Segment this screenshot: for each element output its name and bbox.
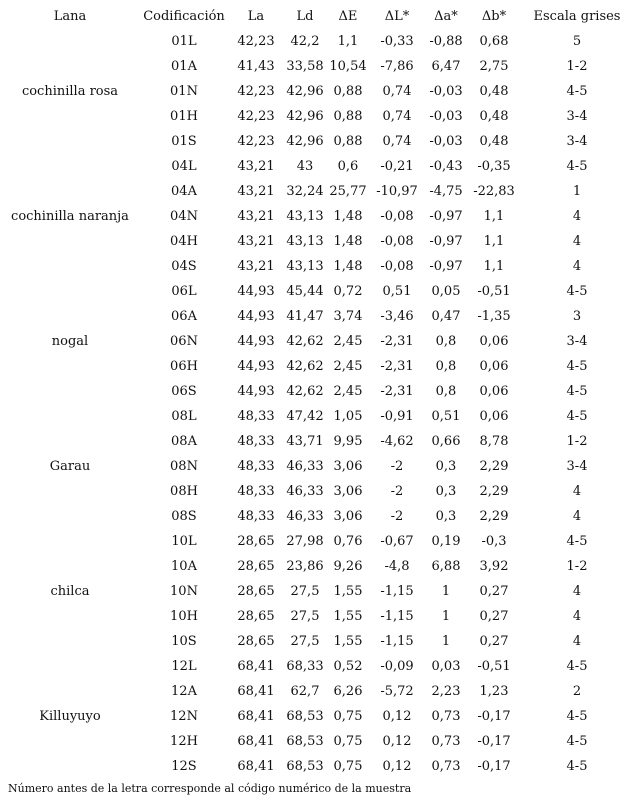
delta-a-cell: 1 [441, 634, 451, 649]
delta-b-cell: -1,35 [477, 309, 511, 324]
delta-l-cell: 0,74 [382, 84, 412, 99]
delta-b-cell: 2,29 [479, 459, 509, 474]
header-codificacion: Codificación [143, 9, 225, 24]
la-cell: 68,41 [237, 684, 275, 699]
delta-e-cell: 0,6 [337, 159, 359, 174]
code-cell: 12H [170, 734, 198, 749]
escala-grises-cell: 5 [572, 34, 582, 49]
delta-l-cell: -2,31 [380, 384, 414, 399]
delta-b-cell: -0,17 [477, 709, 511, 724]
delta-e-cell: 6,26 [333, 684, 363, 699]
delta-a-cell: 1 [441, 584, 451, 599]
la-cell: 44,93 [237, 359, 275, 374]
escala-grises-cell: 1-2 [566, 559, 588, 574]
delta-a-cell: -0,03 [429, 109, 463, 124]
escala-grises-cell: 4-5 [566, 159, 588, 174]
delta-l-cell: -0,67 [380, 534, 414, 549]
delta-e-cell: 0,88 [333, 109, 363, 124]
ld-cell: 42,96 [286, 84, 324, 99]
escala-grises-cell: 4-5 [566, 359, 588, 374]
la-cell: 48,33 [237, 484, 275, 499]
delta-l-cell: -4,62 [380, 434, 414, 449]
escala-grises-cell: 4-5 [566, 759, 588, 774]
delta-a-cell: 0,73 [431, 709, 461, 724]
delta-a-cell: 0,03 [431, 659, 461, 674]
delta-b-cell: 0,06 [479, 334, 509, 349]
ld-cell: 42,2 [290, 34, 320, 49]
delta-e-cell: 0,75 [333, 759, 363, 774]
lana-cell: cochinilla naranja [11, 209, 129, 224]
escala-grises-cell: 4-5 [566, 534, 588, 549]
la-cell: 43,21 [237, 209, 275, 224]
delta-l-cell: -0,08 [380, 259, 414, 274]
ld-cell: 68,53 [286, 759, 324, 774]
lana-cell: cochinilla rosa [21, 84, 119, 99]
delta-a-cell: 2,23 [431, 684, 461, 699]
ld-cell: 27,5 [290, 609, 320, 624]
escala-grises-cell: 4-5 [566, 409, 588, 424]
ld-cell: 68,53 [286, 709, 324, 724]
delta-b-cell: 0,48 [479, 84, 509, 99]
delta-b-cell: -0,35 [477, 159, 511, 174]
delta-l-cell: 0,12 [382, 734, 412, 749]
delta-a-cell: 0,3 [435, 509, 457, 524]
delta-a-cell: 0,51 [431, 409, 461, 424]
code-cell: 08H [170, 484, 198, 499]
delta-a-cell: 0,3 [435, 484, 457, 499]
la-cell: 48,33 [237, 459, 275, 474]
delta-a-cell: -0,97 [429, 259, 463, 274]
delta-a-cell: 0,47 [431, 309, 461, 324]
code-cell: 04S [171, 259, 197, 274]
table-row [0, 29, 634, 54]
ld-cell: 42,96 [286, 134, 324, 149]
delta-b-cell: 0,27 [479, 634, 509, 649]
delta-l-cell: 0,12 [382, 759, 412, 774]
delta-e-cell: 0,72 [333, 284, 363, 299]
code-cell: 04A [171, 184, 197, 199]
delta-b-cell: 0,06 [479, 384, 509, 399]
delta-l-cell: -4,8 [384, 559, 410, 574]
la-cell: 42,23 [237, 134, 275, 149]
la-cell: 28,65 [237, 534, 275, 549]
delta-l-cell: -0,08 [380, 234, 414, 249]
delta-b-cell: -0,17 [477, 759, 511, 774]
delta-b-cell: 1,1 [483, 209, 505, 224]
delta-e-cell: 0,76 [333, 534, 363, 549]
ld-cell: 46,33 [286, 484, 324, 499]
delta-a-cell: 0,19 [431, 534, 461, 549]
lana-cell: Garau [49, 459, 91, 474]
delta-a-cell: 0,73 [431, 734, 461, 749]
header-delta-l: ΔL* [384, 9, 410, 24]
delta-e-cell: 2,45 [333, 384, 363, 399]
delta-l-cell: -5,72 [380, 684, 414, 699]
delta-e-cell: 1,05 [333, 409, 363, 424]
delta-e-cell: 1,55 [333, 634, 363, 649]
delta-b-cell: 0,06 [479, 409, 509, 424]
header-delta-a: Δa* [434, 9, 458, 24]
ld-cell: 43,13 [286, 209, 324, 224]
table-row [0, 154, 634, 179]
delta-e-cell: 1,1 [337, 34, 359, 49]
delta-b-cell: 0,68 [479, 34, 509, 49]
lana-cell: chilca [50, 584, 90, 599]
escala-grises-cell: 4-5 [566, 84, 588, 99]
delta-l-cell: -0,09 [380, 659, 414, 674]
header-la: La [247, 9, 265, 24]
table-row [0, 529, 634, 554]
delta-e-cell: 1,55 [333, 584, 363, 599]
escala-grises-cell: 4 [572, 259, 582, 274]
escala-grises-cell: 3-4 [566, 109, 588, 124]
delta-l-cell: -0,08 [380, 209, 414, 224]
delta-e-cell: 3,06 [333, 484, 363, 499]
delta-b-cell: 3,92 [479, 559, 509, 574]
code-cell: 12S [171, 759, 197, 774]
delta-a-cell: -0,97 [429, 234, 463, 249]
delta-b-cell: -22,83 [473, 184, 515, 199]
delta-a-cell: 0,8 [435, 334, 457, 349]
ld-cell: 62,7 [290, 684, 320, 699]
delta-b-cell: 2,29 [479, 509, 509, 524]
la-cell: 41,43 [237, 59, 275, 74]
delta-l-cell: 0,12 [382, 709, 412, 724]
code-cell: 06S [171, 384, 197, 399]
la-cell: 44,93 [237, 284, 275, 299]
header-delta-e: ΔE [338, 9, 358, 24]
delta-e-cell: 3,06 [333, 459, 363, 474]
escala-grises-cell: 4 [572, 509, 582, 524]
delta-b-cell: 0,48 [479, 134, 509, 149]
la-cell: 68,41 [237, 734, 275, 749]
delta-b-cell: 8,78 [479, 434, 509, 449]
delta-e-cell: 1,48 [333, 259, 363, 274]
delta-e-cell: 0,75 [333, 734, 363, 749]
delta-b-cell: 1,1 [483, 234, 505, 249]
delta-b-cell: 1,23 [479, 684, 509, 699]
delta-e-cell: 1,55 [333, 609, 363, 624]
delta-a-cell: 0,66 [431, 434, 461, 449]
la-cell: 48,33 [237, 409, 275, 424]
ld-cell: 23,86 [286, 559, 324, 574]
table-row [0, 654, 634, 679]
la-cell: 42,23 [237, 109, 275, 124]
code-cell: 08N [170, 459, 198, 474]
escala-grises-cell: 3-4 [566, 334, 588, 349]
delta-l-cell: -2,31 [380, 359, 414, 374]
escala-grises-cell: 4 [572, 634, 582, 649]
code-cell: 08L [171, 409, 197, 424]
la-cell: 28,65 [237, 584, 275, 599]
la-cell: 68,41 [237, 759, 275, 774]
la-cell: 44,93 [237, 384, 275, 399]
code-cell: 01L [171, 34, 197, 49]
delta-a-cell: -0,88 [429, 34, 463, 49]
code-cell: 08A [171, 434, 197, 449]
code-cell: 06H [170, 359, 198, 374]
code-cell: 04H [170, 234, 198, 249]
code-cell: 10A [171, 559, 197, 574]
delta-e-cell: 2,45 [333, 334, 363, 349]
code-cell: 12N [170, 709, 198, 724]
ld-cell: 27,5 [290, 584, 320, 599]
lana-cell: nogal [51, 334, 89, 349]
delta-e-cell: 1,48 [333, 234, 363, 249]
code-cell: 12L [171, 659, 197, 674]
la-cell: 48,33 [237, 434, 275, 449]
lana-cell: Killuyuyo [39, 709, 101, 724]
table-body [0, 29, 634, 779]
delta-e-cell: 9,26 [333, 559, 363, 574]
delta-l-cell: 0,74 [382, 109, 412, 124]
ld-cell: 68,53 [286, 734, 324, 749]
delta-a-cell: -0,03 [429, 84, 463, 99]
delta-l-cell: -2 [390, 459, 404, 474]
escala-grises-cell: 4-5 [566, 709, 588, 724]
delta-b-cell: -0,17 [477, 734, 511, 749]
header-delta-b: Δb* [481, 9, 507, 24]
delta-l-cell: 0,74 [382, 134, 412, 149]
header-ld: Ld [296, 9, 314, 24]
delta-e-cell: 0,88 [333, 134, 363, 149]
la-cell: 44,93 [237, 309, 275, 324]
header-escala-grises: Escala grises [533, 9, 621, 24]
code-cell: 10L [171, 534, 197, 549]
la-cell: 68,41 [237, 709, 275, 724]
escala-grises-cell: 4-5 [566, 384, 588, 399]
code-cell: 12A [171, 684, 197, 699]
delta-b-cell: 0,27 [479, 609, 509, 624]
la-cell: 43,21 [237, 259, 275, 274]
code-cell: 01A [171, 59, 197, 74]
table-row [0, 279, 634, 304]
escala-grises-cell: 4 [572, 234, 582, 249]
ld-cell: 42,62 [286, 334, 324, 349]
delta-e-cell: 3,74 [333, 309, 363, 324]
delta-a-cell: -4,75 [429, 184, 463, 199]
code-cell: 01S [171, 134, 197, 149]
code-cell: 06N [170, 334, 198, 349]
delta-a-cell: 0,8 [435, 384, 457, 399]
delta-a-cell: 0,3 [435, 459, 457, 474]
delta-e-cell: 3,06 [333, 509, 363, 524]
ld-cell: 45,44 [286, 284, 324, 299]
delta-b-cell: 2,29 [479, 484, 509, 499]
delta-l-cell: -3,46 [380, 309, 414, 324]
ld-cell: 32,24 [286, 184, 324, 199]
ld-cell: 43 [296, 159, 314, 174]
la-cell: 42,23 [237, 34, 275, 49]
la-cell: 48,33 [237, 509, 275, 524]
delta-l-cell: -0,33 [380, 34, 414, 49]
escala-grises-cell: 3-4 [566, 459, 588, 474]
delta-a-cell: 0,73 [431, 759, 461, 774]
la-cell: 43,21 [237, 159, 275, 174]
escala-grises-cell: 1-2 [566, 434, 588, 449]
ld-cell: 46,33 [286, 459, 324, 474]
ld-cell: 46,33 [286, 509, 324, 524]
delta-l-cell: 0,51 [382, 284, 412, 299]
code-cell: 08S [171, 509, 197, 524]
la-cell: 28,65 [237, 609, 275, 624]
escala-grises-cell: 4-5 [566, 659, 588, 674]
delta-a-cell: -0,97 [429, 209, 463, 224]
colorimetry-table [0, 4, 634, 779]
delta-e-cell: 0,88 [333, 84, 363, 99]
code-cell: 06A [171, 309, 197, 324]
delta-a-cell: 1 [441, 609, 451, 624]
delta-b-cell: 0,27 [479, 584, 509, 599]
ld-cell: 27,98 [286, 534, 324, 549]
la-cell: 28,65 [237, 634, 275, 649]
escala-grises-cell: 4-5 [566, 284, 588, 299]
ld-cell: 43,13 [286, 234, 324, 249]
la-cell: 42,23 [237, 84, 275, 99]
delta-e-cell: 25,77 [329, 184, 367, 199]
escala-grises-cell: 3-4 [566, 134, 588, 149]
escala-grises-cell: 4 [572, 209, 582, 224]
la-cell: 44,93 [237, 334, 275, 349]
delta-l-cell: -1,15 [380, 609, 414, 624]
delta-l-cell: -2 [390, 509, 404, 524]
escala-grises-cell: 4 [572, 484, 582, 499]
code-cell: 10S [171, 634, 197, 649]
delta-a-cell: -0,43 [429, 159, 463, 174]
delta-b-cell: -0,51 [477, 284, 511, 299]
header-lana: Lana [53, 9, 87, 24]
delta-a-cell: 6,88 [431, 559, 461, 574]
delta-l-cell: -1,15 [380, 634, 414, 649]
ld-cell: 42,62 [286, 359, 324, 374]
delta-l-cell: -2 [390, 484, 404, 499]
delta-e-cell: 0,52 [333, 659, 363, 674]
code-cell: 10H [170, 609, 198, 624]
escala-grises-cell: 4 [572, 609, 582, 624]
delta-a-cell: 0,05 [431, 284, 461, 299]
escala-grises-cell: 3 [572, 309, 582, 324]
la-cell: 43,21 [237, 234, 275, 249]
ld-cell: 43,71 [286, 434, 324, 449]
ld-cell: 27,5 [290, 634, 320, 649]
code-cell: 10N [170, 584, 198, 599]
delta-l-cell: -7,86 [380, 59, 414, 74]
la-cell: 43,21 [237, 184, 275, 199]
delta-e-cell: 1,48 [333, 209, 363, 224]
escala-grises-cell: 1-2 [566, 59, 588, 74]
code-cell: 06L [171, 284, 197, 299]
delta-b-cell: 2,75 [479, 59, 509, 74]
escala-grises-cell: 2 [572, 684, 582, 699]
delta-l-cell: -0,21 [380, 159, 414, 174]
code-cell: 04N [170, 209, 198, 224]
ld-cell: 43,13 [286, 259, 324, 274]
code-cell: 01H [170, 109, 198, 124]
la-cell: 68,41 [237, 659, 275, 674]
delta-e-cell: 0,75 [333, 709, 363, 724]
escala-grises-cell: 4-5 [566, 734, 588, 749]
delta-a-cell: 6,47 [431, 59, 461, 74]
table-header-row [0, 4, 634, 29]
delta-l-cell: -1,15 [380, 584, 414, 599]
ld-cell: 41,47 [286, 309, 324, 324]
delta-l-cell: -10,97 [376, 184, 418, 199]
ld-cell: 68,33 [286, 659, 324, 674]
delta-e-cell: 2,45 [333, 359, 363, 374]
escala-grises-cell: 1 [572, 184, 582, 199]
delta-l-cell: -2,31 [380, 334, 414, 349]
delta-b-cell: -0,3 [481, 534, 507, 549]
table-row [0, 404, 634, 429]
la-cell: 28,65 [237, 559, 275, 574]
ld-cell: 33,58 [286, 59, 324, 74]
ld-cell: 42,96 [286, 109, 324, 124]
delta-l-cell: -0,91 [380, 409, 414, 424]
code-cell: 04L [171, 159, 197, 174]
delta-e-cell: 9,95 [333, 434, 363, 449]
escala-grises-cell: 4 [572, 584, 582, 599]
delta-b-cell: -0,51 [477, 659, 511, 674]
delta-b-cell: 1,1 [483, 259, 505, 274]
delta-a-cell: -0,03 [429, 134, 463, 149]
code-cell: 01N [170, 84, 198, 99]
delta-a-cell: 0,8 [435, 359, 457, 374]
ld-cell: 42,62 [286, 384, 324, 399]
delta-b-cell: 0,48 [479, 109, 509, 124]
delta-e-cell: 10,54 [329, 59, 367, 74]
footnote: Número antes de la letra corresponde al código numérico de la muestra [8, 782, 412, 795]
ld-cell: 47,42 [286, 409, 324, 424]
delta-b-cell: 0,06 [479, 359, 509, 374]
